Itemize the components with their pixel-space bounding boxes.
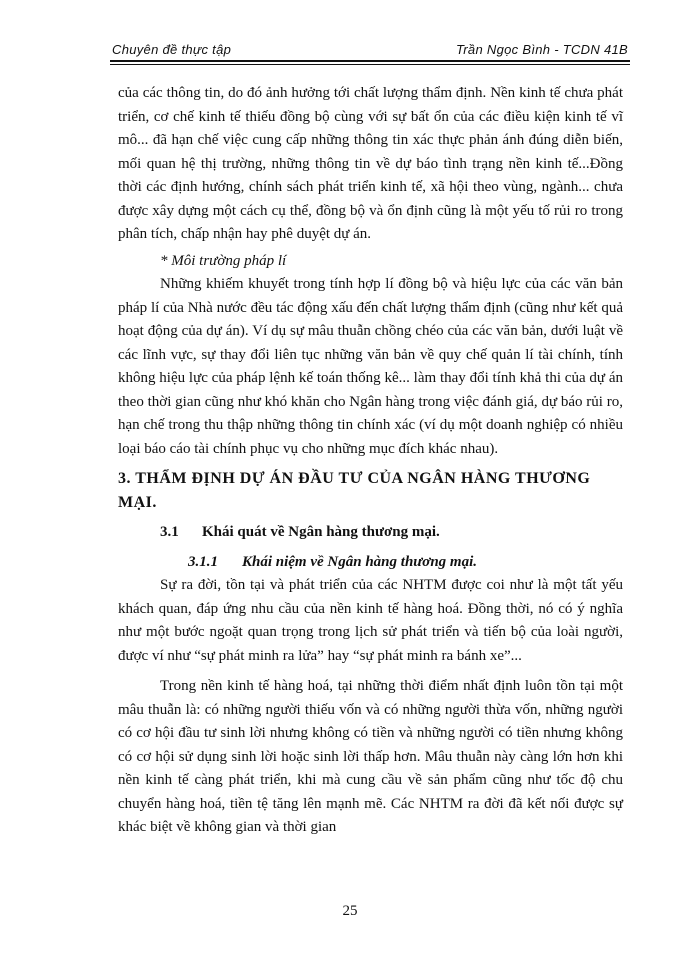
header-rule-thin	[110, 64, 630, 65]
section-3-1-title: Khái quát về Ngân hàng thương mại.	[202, 524, 440, 540]
subheading-legal-environment: * Môi trường pháp lí	[160, 252, 287, 269]
header-right-author: Trần Ngọc Bình - TCDN 41B	[456, 42, 628, 57]
section-3-1-1-number: 3.1.1	[188, 553, 218, 570]
page-header	[110, 38, 630, 64]
section-3-1-1-heading	[188, 551, 623, 575]
section-3-1-1-title: Khái niệm về Ngân hàng thương mại.	[242, 553, 477, 570]
section-3-1-heading	[160, 521, 623, 545]
page-body	[118, 82, 623, 840]
section-3-heading: 3. THẨM ĐỊNH DỰ ÁN ĐẦU TƯ CỦA NGÂN HÀNG THƯƠNG MẠI.	[118, 470, 591, 511]
paragraph-economic-info: của các thông tin, do đó ảnh hưởng tới chất lượng thẩm định. Nền kinh tế chưa phát triển, cơ chế kinh tế thiếu đồng bộ cùng với sự bất ổn của các điều kiện kinh tế vĩ mô... đã hạn chế việc cung cấp những thông tin xác thực phản ánh đúng diễn biến, mối quan hệ thị trường, những thông tin về dự báo tình trạng nền kinh tế...Đồng thời các định hướng, chính sách phát triển kinh tế, xã hội theo vùng, ngành... chưa được xây dựng một cách cụ thể, đồng bộ và ổn định cũng là một yếu tố rủi ro trong phân tích, chấp nhận hay phê duyệt dự án.	[118, 85, 623, 242]
paragraph-legal-shortcomings: Những khiếm khuyết trong tính hợp lí đồng bộ và hiệu lực của các văn bản pháp lí của Nhà nước đều tác động xấu đến chất lượng thẩm định (cũng như kết quả hoạt động của dự án). Ví dụ sự mâu thuẫn chồng chéo của các văn bản, dưới luật về các lĩnh vực, sự thay đổi liên tục những văn bản về quy chế quản lí tài chính, tính không hiệu lực của pháp lệnh kế toán thống kê... làm thay đổi tính khả thi của dự án theo thời gian cũng như khó khăn cho Ngân hàng trong việc đánh giá, dự báo rủi ro, hạn chế trong thu thập những thông tin chính xác (ví dụ một doanh nghiệp có nhiều loại báo cáo tài chính phục vụ cho những mục đích khác nhau).	[118, 276, 623, 457]
paragraph-capital-contradiction: Trong nền kinh tế hàng hoá, tại những thời điểm nhất định luôn tồn tại một mâu thuẫn là: có những người thiếu vốn và có những người thừa vốn, những người có cơ hội đầu tư sinh lời nhưng không có tiền và những người có tiền nhưng không có cơ hội sử dụng sinh lời hoặc sinh lời thấp hơn. Mâu thuẫn này càng lớn hơn khi nền kinh tế càng phát triển, khi mà cung cầu về sản phẩm cũng như tốc độ chu chuyển hàng hoá, tiền tệ tăng lên mạnh mẽ. Các NHTM ra đời đã kết nối được sự khác biệt về không gian và thời gian	[118, 678, 623, 835]
page-number: 25	[342, 903, 358, 919]
section-3-1-number: 3.1	[160, 524, 179, 540]
header-left-title: Chuyên đề thực tập	[112, 42, 232, 57]
header-rule	[110, 60, 630, 62]
paragraph-nhtm-origin: Sự ra đời, tồn tại và phát triển của các NHTM được coi như là một tất yếu khách quan, đáp ứng nhu cầu của nền kinh tế hàng hoá. Đồng thời, nó có ý nghĩa như một bước ngoặt quan trọng trong lịch sử phát triển và tiến bộ của loài người, được ví như “sự phát minh ra lửa” hay “sự phát minh ra bánh xe”...	[118, 577, 623, 664]
